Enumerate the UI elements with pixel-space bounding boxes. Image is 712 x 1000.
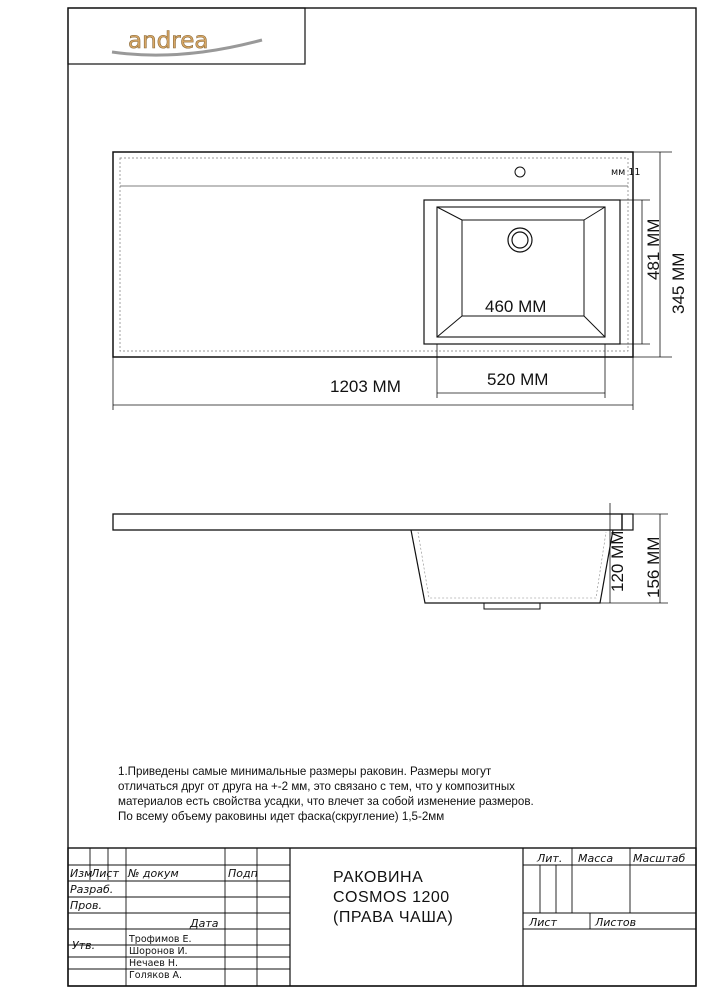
person-1: Трофимов Е. [129, 934, 192, 945]
hdr-date: Дата [190, 917, 219, 930]
hdr-masshtab: Масштаб [633, 852, 686, 865]
row-razrab: Разраб. [70, 883, 114, 896]
row-utv: Утв. [72, 939, 96, 952]
hdr-izm: Изм [70, 867, 93, 880]
side-view [113, 503, 668, 609]
note-line-4: По всему объему раковины идет фаска(скругление) 1,5-2мм [118, 810, 445, 823]
top-view-inner-edge [120, 158, 628, 351]
drain-outlet [484, 603, 540, 609]
person-4: Голяков А. [129, 970, 183, 981]
hdr-list: Лист [91, 867, 119, 880]
row-prov: Пров. [70, 899, 102, 912]
product-title-line3: (ПРАВА ЧАША) [333, 909, 454, 926]
dim-460: 460 ММ [485, 297, 547, 316]
hdr-sheet: Лист [529, 916, 557, 929]
top-view-dimension-lines [113, 152, 672, 410]
andrea-logo [112, 28, 262, 55]
title-block-text [70, 852, 685, 981]
hdr-massa: Масса [578, 852, 614, 865]
hdr-sheets: Листов [595, 916, 637, 929]
hdr-sign: Подп [228, 867, 258, 880]
dim-481: 481 ММ [644, 218, 663, 280]
note-line-1: 1.Приведены самые минимальные размеры раковин. Размеры могут [118, 765, 492, 778]
person-3: Нечаев Н. [129, 958, 179, 969]
top-view [113, 152, 688, 410]
top-view-outline [113, 152, 633, 357]
tap-hole [515, 167, 525, 177]
hdr-lit: Лит. [537, 852, 563, 865]
note-line-3: материалов есть свойства усадки, что влечет за собой изменение размеров. [118, 795, 534, 808]
small-mark: мм 11 [611, 167, 641, 178]
dim-520: 520 ММ [487, 370, 549, 389]
product-title-line1: РАКОВИНА [333, 869, 424, 886]
person-2: Шоронов И. [129, 946, 188, 957]
note-line-2: отличаться друг от друга на +-2 мм, это связано с тем, что у композитных [118, 780, 515, 793]
dim-1203: 1203 ММ [330, 377, 401, 396]
countertop-slab [113, 514, 622, 530]
logo-text: andrea [128, 28, 209, 54]
dim-156: 156 ММ [644, 536, 663, 598]
backsplash-end [622, 514, 633, 530]
bowl-profile [411, 530, 613, 603]
drain-inner [512, 232, 528, 248]
product-title-line2: COSMOS 1200 [333, 889, 450, 906]
sheet-frame [68, 8, 696, 986]
drawing-notes [118, 764, 678, 824]
dim-345: 345 ММ [669, 252, 688, 314]
dim-120: 120 ММ [608, 530, 627, 592]
hdr-doc: № докум [128, 867, 179, 880]
